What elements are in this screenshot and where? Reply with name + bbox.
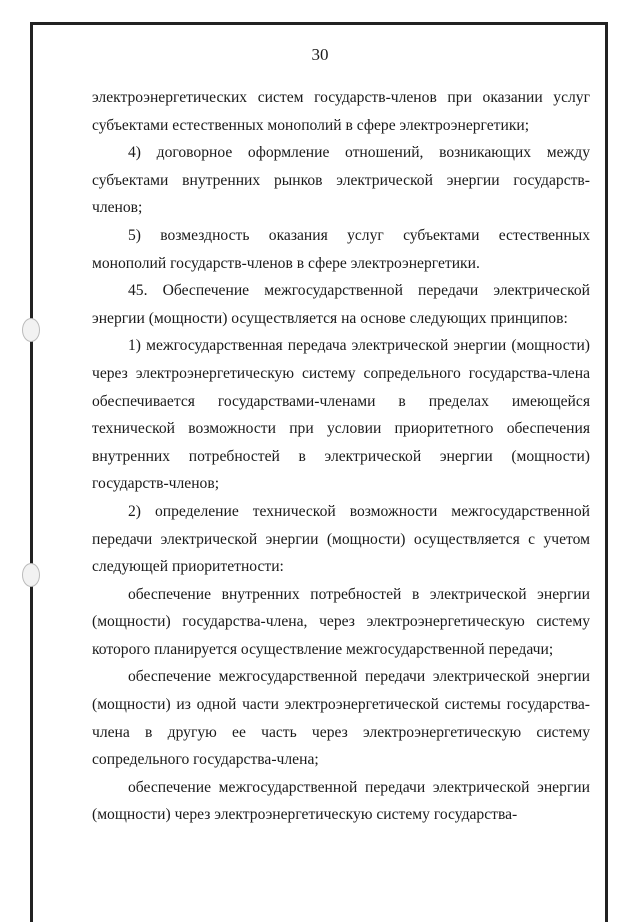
paragraph: обеспечение межгосударственной передачи электрической энергии (мощности) из одной части электроэнергетической системы государства-члена в другую ее часть через электроэнергетическую систему сопредельного государства-члена; [92,668,590,769]
punch-hole-bottom [22,563,40,587]
page-number: 30 [311,45,329,64]
paragraph: обеспечение внутренних потребностей в электрической энергии (мощности) государства-члена, через электроэнергетическую систему которого планируется осуществление межгосударственной передачи; [92,585,590,658]
document-body [92,84,590,829]
paragraph: электроэнергетических систем государств-членов при оказании услуг субъектами естественных монополий в сфере электроэнергетики; [92,89,590,134]
punch-hole-top [22,318,40,342]
paragraph: 45. Обеспечение межгосударственной передачи электрической энергии (мощности) осуществляется на основе следующих принципов: [92,282,590,327]
paragraph: 5) возмездность оказания услуг субъектами естественных монополий государств-членов в сфере электроэнергетики. [92,226,590,272]
paragraph: обеспечение межгосударственной передачи электрической энергии (мощности) через электроэнергетическую систему государства- [92,778,590,824]
paragraph: 1) межгосударственная передача электрической энергии (мощности) через электроэнергетическую систему сопредельного государства-члена обеспечивается государствами-членами в пределах имеющейся технической возможности при условии приоритетного обеспечения внутренних потребностей в электрической энергии (мощности) государств-членов; [92,337,590,493]
paragraph: 4) договорное оформление отношений, возникающих между субъектами внутренних рынков электрической энергии государств-членов; [92,144,590,217]
paragraph: 2) определение технической возможности межгосударственной передачи электрической энергии (мощности) осуществляется с учетом следующей приоритетности: [92,502,590,576]
